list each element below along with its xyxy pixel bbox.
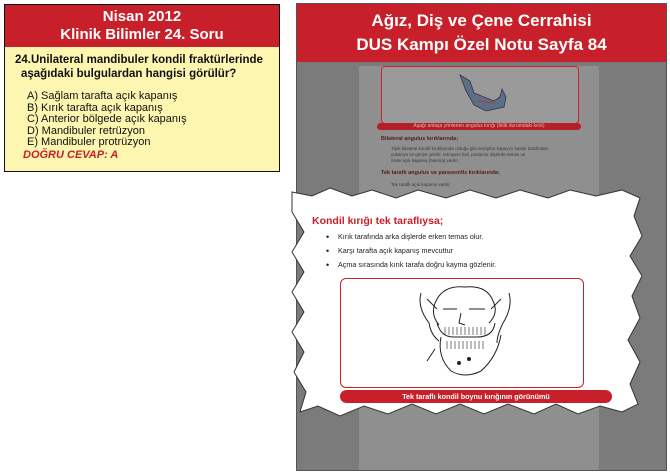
- zoom-bullet: • Açma sırasında kırık tarafa doğru kayma gözlenir.: [326, 260, 496, 274]
- note-subtitle: DUS Kampı Özel Notu Sayfa 84: [356, 35, 607, 54]
- section1-line2: yukarıya ve geriye çekilir; retrogeni hali, posterior dişlerde temas ve: [391, 152, 526, 157]
- zoom-heading: Kondil kırığı tek taraflıysa;: [312, 215, 444, 227]
- note-title: Ağız, Diş ve Çene Cerrahisi: [371, 11, 592, 30]
- correct-answer: DOĞRU CEVAP: A: [23, 149, 119, 161]
- zoom-caption: Tek taraflı kondil boynu kırığının görünümü: [340, 390, 612, 403]
- section1-heading: Bilateral angulus kırıklarında;: [381, 136, 459, 142]
- zoom-bullet-list: [326, 232, 496, 274]
- zoom-bullet: • Kırık tarafında arka dişlerde erken temas olur.: [326, 232, 496, 246]
- section1-line1: Tipik bilateral kondil kırıklarında olduğu gibi semptlar kapayıcı kaslar tarafından: [391, 146, 549, 151]
- question-line-1: 24.Unilateral mandibuler kondil fraktürlerinde: [15, 54, 263, 66]
- option-c: C) Anterior bölgede açık kapanış: [27, 113, 187, 125]
- section2-heading: Tek taraflı angulus ve parasemfiz kırıklarında;: [381, 170, 500, 176]
- option-b: B) Kırık tarafta açık kapanış: [27, 101, 163, 114]
- page-image-caption: Aşağı anlaşa yönlenen angulus kırığı (bilâl durumdaki kırık): [377, 123, 581, 130]
- option-d: D) Mandibuler retrüzyon: [27, 124, 145, 137]
- question-line-2: aşağıdaki bulgulardan hangisi görülür?: [21, 68, 237, 80]
- option-a: A) Sağlam tarafta açık kapanış: [27, 90, 178, 102]
- exam-date: Nisan 2012: [102, 8, 182, 25]
- question-source: Klinik Bilimler 24. Soru: [60, 26, 224, 43]
- zoom-bullet: • Karşı tarafta açık kapanış mevcuttur: [326, 246, 496, 260]
- skull-illustration: [341, 279, 583, 387]
- option-e: E) Mandibuler protrüzyon: [27, 136, 151, 148]
- section2-text: Tek taraflı açık kapanış vardır.: [391, 182, 451, 187]
- skull-illustration-frame: [340, 278, 584, 388]
- section1-line3: önde açık kapanış (basma) vardır.: [391, 158, 460, 163]
